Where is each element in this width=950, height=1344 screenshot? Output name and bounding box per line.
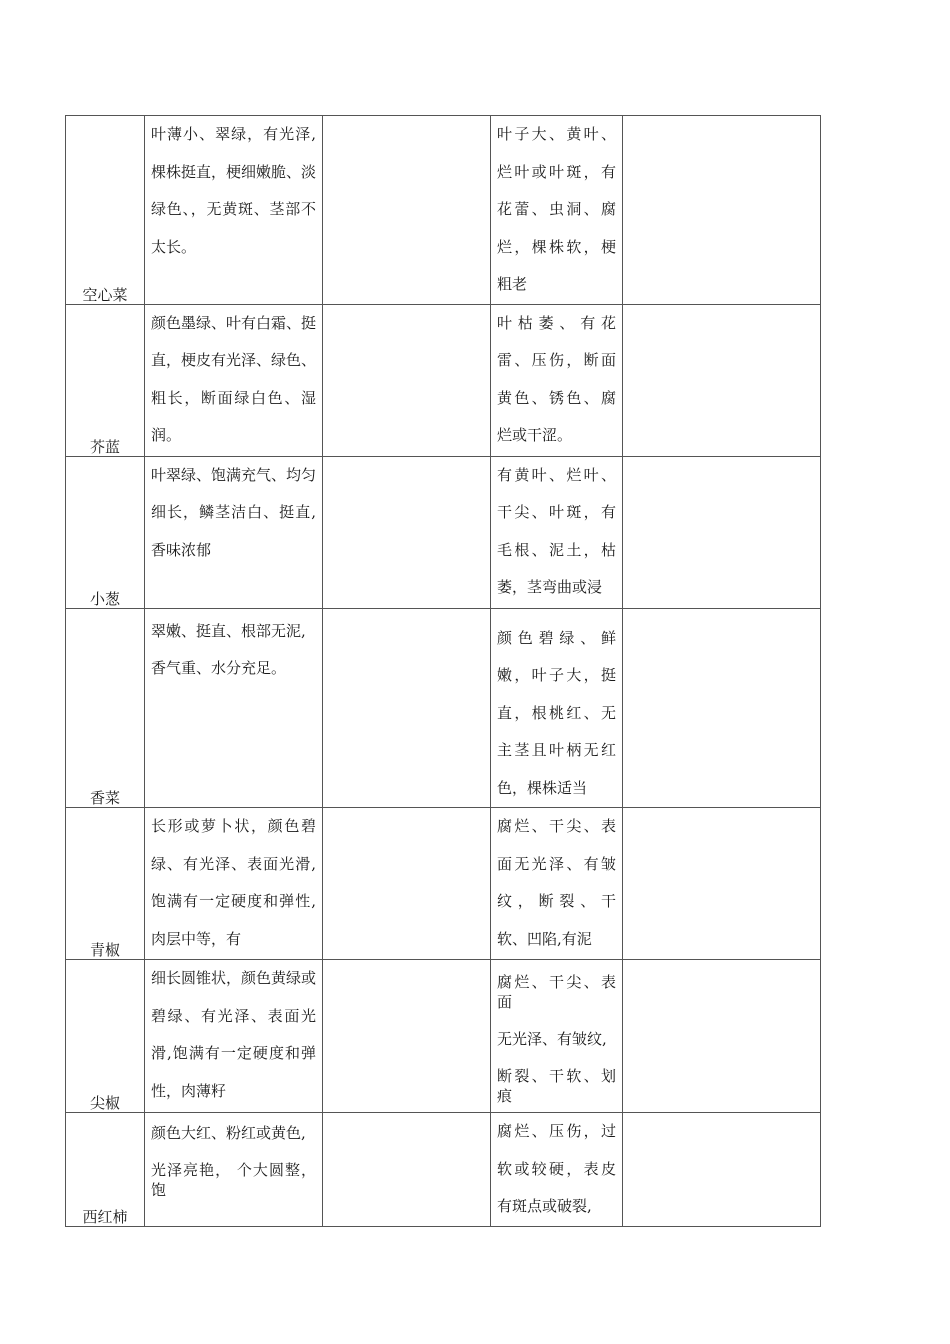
good-quality-text: 叶薄小、翠绿，有光泽,棵株挺直，梗细嫩脆、淡绿色、，无黄斑、茎部不太长。 — [151, 125, 317, 256]
good-quality-cell — [145, 808, 323, 960]
vegetable-name-cell — [66, 456, 145, 608]
vegetable-name: 小葱 — [89, 589, 120, 608]
bad-quality-text: 腐烂、压伤，过软或较硬，表皮有斑点或破裂, — [497, 1122, 616, 1215]
good-quality-cell — [145, 960, 323, 1113]
empty-cell — [323, 116, 491, 305]
empty-cell — [623, 1113, 821, 1227]
good-quality-text: 长形或萝卜状，颜色碧绿、有光泽、表面光滑,饱满有一定硬度和弹性,肉层中等，有 — [151, 817, 316, 948]
good-quality-text — [145, 609, 322, 678]
bad-quality-text: 有黄叶、烂叶、干尖、叶斑，有毛根、泥土，枯萎，茎弯曲或浸 — [497, 465, 616, 596]
bad-quality-cell — [491, 1113, 623, 1227]
good-quality-text — [145, 1113, 322, 1200]
bad-quality-text: 叶子大、黄叶、烂叶或叶斑，有花蕾、虫洞、腐烂，棵株软，梗粗老 — [497, 125, 616, 293]
table-row — [66, 808, 821, 960]
vegetable-name: 青椒 — [89, 941, 120, 959]
vegetable-name: 芥蓝 — [89, 437, 120, 456]
table-row — [66, 608, 821, 808]
good-quality-cell — [145, 456, 323, 608]
empty-cell — [323, 456, 491, 608]
bad-quality-text: 颜色碧绿、鲜嫩，叶子大，挺直，根桃红、无主茎且叶柄无红色，棵株适当 — [497, 628, 616, 797]
vegetable-name: 尖椒 — [89, 1094, 120, 1112]
table-row — [66, 960, 821, 1113]
good-quality-cell — [145, 1113, 323, 1227]
empty-cell — [623, 304, 821, 456]
good-quality-line: 颜色大红、粉红或黄色, — [151, 1124, 306, 1142]
bad-quality-cell — [491, 116, 623, 305]
vegetable-name: 空心菜 — [82, 285, 128, 304]
bad-quality-line: 无光泽、有皱纹, — [497, 1030, 607, 1048]
table-row — [66, 1113, 821, 1227]
good-quality-line: 翠嫩、挺直、根部无泥, — [151, 621, 306, 640]
table-row — [66, 304, 821, 456]
bad-quality-cell — [491, 960, 623, 1113]
good-quality-cell — [145, 304, 323, 456]
empty-cell — [323, 808, 491, 960]
empty-cell — [323, 608, 491, 808]
good-quality-text: 颜色墨绿、叶有白霜、挺直，梗皮有光泽、绿色、粗长，断面绿白色、湿润。 — [151, 313, 317, 444]
bad-quality-cell — [491, 608, 623, 808]
empty-cell — [623, 808, 821, 960]
bad-quality-text — [491, 960, 622, 1112]
bad-quality-text: 腐烂、干尖、表面无光泽、有皱纹，断裂、干软、凹陷,有泥 — [497, 817, 616, 948]
vegetable-name: 香菜 — [89, 789, 120, 807]
empty-cell — [323, 960, 491, 1113]
vegetable-quality-table — [65, 115, 821, 1227]
good-quality-line: 香气重、水分充足。 — [151, 658, 287, 677]
bad-quality-cell — [491, 456, 623, 608]
empty-cell — [623, 608, 821, 808]
good-quality-line: 光泽亮艳， 个大圆整，饱 — [151, 1161, 316, 1199]
good-quality-cell — [145, 116, 323, 305]
table-row — [66, 116, 821, 305]
bad-quality-cell — [491, 304, 623, 456]
vegetable-name: 西红柿 — [82, 1207, 128, 1226]
vegetable-name-cell — [66, 808, 145, 960]
good-quality-text: 细长圆锥状，颜色黄绿或碧绿、有光泽、表面光滑,饱满有一定硬度和弹性，肉薄籽 — [151, 969, 317, 1100]
good-quality-cell — [145, 608, 323, 808]
empty-cell — [323, 304, 491, 456]
vegetable-name-cell — [66, 1113, 145, 1227]
vegetable-name-cell — [66, 304, 145, 456]
empty-cell — [623, 456, 821, 608]
bad-quality-cell — [491, 808, 623, 960]
empty-cell — [623, 116, 821, 305]
vegetable-name-cell — [66, 116, 145, 305]
bad-quality-line: 断裂、干软、划痕 — [497, 1067, 616, 1105]
vegetable-name-cell — [66, 960, 145, 1113]
empty-cell — [623, 960, 821, 1113]
table-row — [66, 456, 821, 608]
bad-quality-line: 腐烂、干尖、表面 — [497, 973, 616, 1011]
empty-cell — [323, 1113, 491, 1227]
vegetable-name-cell — [66, 608, 145, 808]
bad-quality-text: 叶枯萎、有花雷、压伤，断面黄色、锈色、腐烂或干涩。 — [497, 313, 616, 444]
good-quality-text: 叶翠绿、饱满充气、均匀细长，鳞茎洁白、挺直,香味浓郁 — [151, 465, 317, 559]
